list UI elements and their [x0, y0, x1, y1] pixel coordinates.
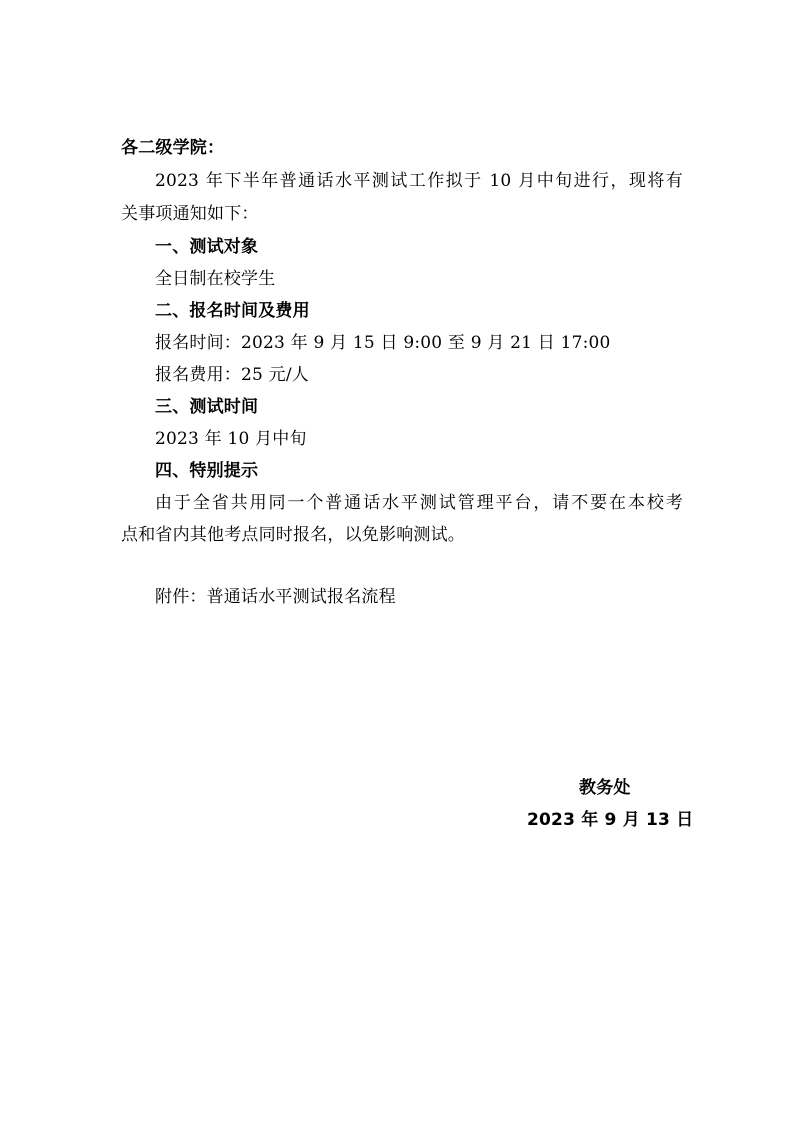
intro-paragraph-line-1: 2023 年下半年普通话水平测试工作拟于 10 月中旬进行，现将有 [155, 171, 683, 191]
intro-paragraph-line-2: 关事项通知如下： [121, 204, 259, 224]
section-2-line-1: 报名时间：2023 年 9 月 15 日 9:00 至 9 月 21 日 17:00 [155, 333, 611, 353]
section-4-line-1: 由于全省共用同一个普通话水平测试管理平台，请不要在本校考 [155, 493, 683, 513]
section-3-line-1: 2023 年 10 月中旬 [155, 429, 307, 449]
section-4-line-2: 点和省内其他考点同时报名，以免影响测试。 [121, 525, 465, 545]
section-heading-3: 三、测试时间 [155, 397, 259, 417]
attachment-note: 附件：普通话水平测试报名流程 [155, 587, 396, 607]
section-heading-2: 二、报名时间及费用 [155, 301, 310, 321]
section-1-line-1: 全日制在校学生 [155, 269, 276, 289]
section-heading-1: 一、测试对象 [155, 237, 259, 257]
section-heading-4: 四、特别提示 [155, 461, 259, 481]
signature-office: 教务处 [579, 778, 631, 798]
section-2-line-2: 报名费用：25 元/人 [155, 365, 309, 385]
salutation: 各二级学院： [121, 138, 225, 158]
signature-date: 2023 年 9 月 13 日 [527, 810, 694, 830]
